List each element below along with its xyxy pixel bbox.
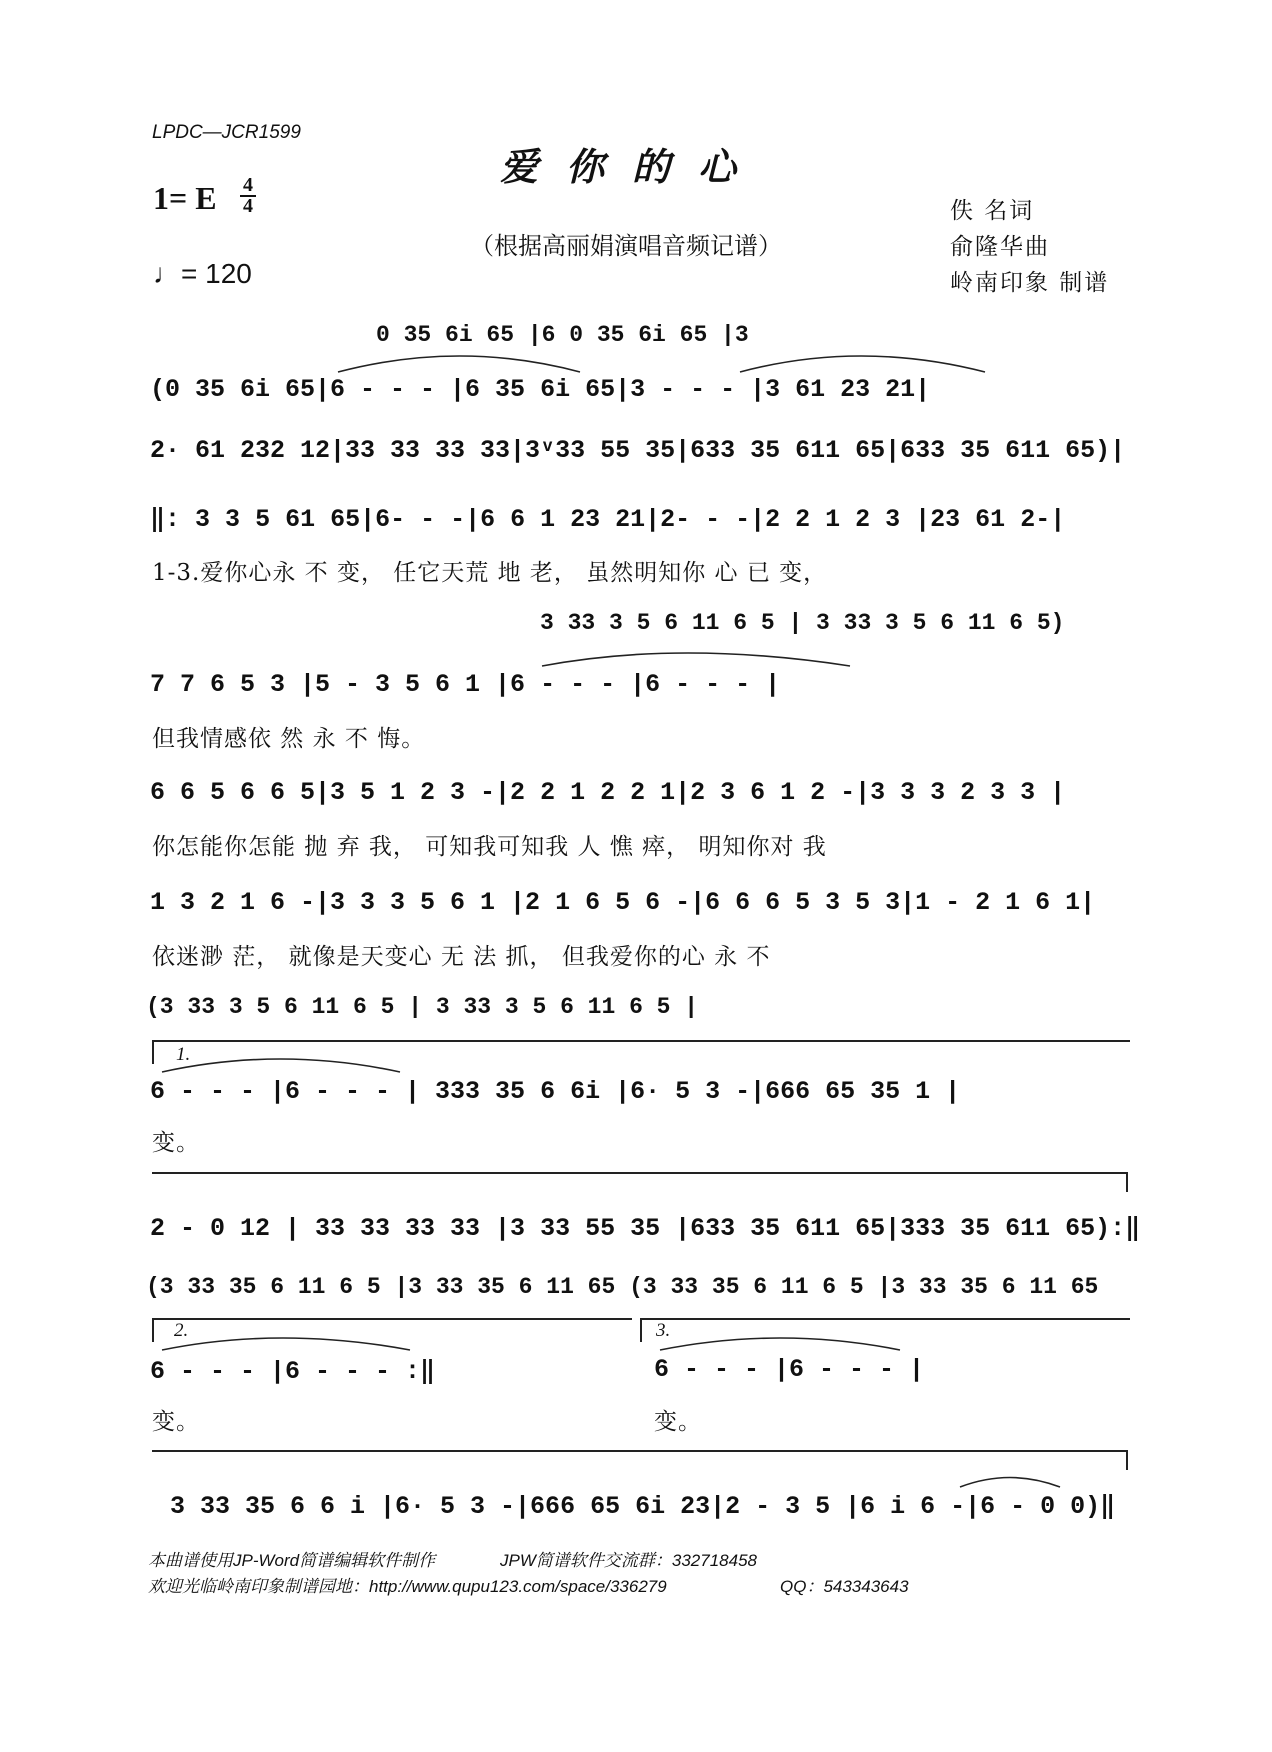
slur-7a [162, 1059, 400, 1072]
lyric-line-5: 你怎能你怎能 抛 弃 我， 可知我可知我 人 憔 瘁， 明知你对 我 [152, 834, 827, 860]
time-top: 4 [243, 174, 253, 196]
song-title: 爱你的心 [500, 144, 765, 189]
lyricist-credit: 佚 名词 [950, 198, 1035, 224]
lyric-line-3: 1-3.爱你心永 不 变， 任它天荒 地 老， 虽然明知你 心 已 变， [152, 560, 828, 586]
slur-10a [960, 1478, 1060, 1488]
notation-line-2: 2· 61 232 12|33 33 33 33|3ᵛ33 55 35|633 35 611 65|633 35 611 65)| [150, 436, 1126, 465]
lyric-line-7: 变。 [152, 1130, 200, 1156]
key-signature: 1= E [153, 180, 217, 216]
notation-line-4: 7 7 6 5 3 |5 - 3 5 6 1 |6 - - - |6 - - - | [150, 670, 781, 699]
lyric-line-9-right: 变。 [654, 1409, 702, 1435]
footer-group-note: JPW简谱软件交流群：332718458 [500, 1551, 757, 1570]
lyric-line-4: 但我情感依 然 永 不 悔。 [152, 726, 426, 752]
score-code: LPDC—JCR1599 [152, 122, 301, 143]
lyric-line-6: 依迷渺 茫， 就像是天变心 无 法 抓， 但我爱你的心 永 不 [152, 944, 771, 970]
volta-1-label: 1. [176, 1044, 191, 1065]
footer-software-note: 本曲谱使用JP-Word简谱编辑软件制作 [148, 1551, 436, 1570]
lyric-line-9-left: 变。 [152, 1409, 200, 1435]
footer-qq: QQ：543343643 [780, 1577, 909, 1596]
footer-website-link[interactable]: 欢迎光临岭南印象制谱园地：http://www.qupu123.com/space/336279 [148, 1577, 667, 1596]
subtitle: （根据高丽娟演唱音频记谱） [470, 232, 782, 260]
slur-9a [162, 1338, 410, 1350]
notation-line-3: ‖: 3 3 5 61 65|6- - -|6 6 1 23 21|2- - -|2 2 1 2 3 |23 61 2-| [150, 505, 1066, 534]
time-bottom: 4 [243, 195, 253, 217]
notation-line-9-right: 6 - - - |6 - - - | [654, 1355, 925, 1384]
volta-3-label: 3. [656, 1320, 671, 1341]
arranger-credit: 岭南印象 制谱 [950, 270, 1110, 296]
notation-line-5: 6 6 5 6 6 5|3 5 1 2 3 -|2 2 1 2 2 1|2 3 6 1 2 -|3 3 3 2 3 3 | [150, 778, 1066, 807]
slur-9b [660, 1338, 900, 1350]
notation-line-9-cue: (3 33 35 6 11 6 5 |3 33 35 6 11 65 (3 33 35 6 11 6 5 |3 33 35 6 11 65 [146, 1274, 1099, 1300]
slur-1a [338, 356, 580, 372]
notation-line-8: 2 - 0 12 | 33 33 33 33 |3 33 55 35 |633 35 611 65|333 35 611 65):‖ [150, 1214, 1141, 1243]
slur-4a [542, 653, 850, 666]
notation-line-1-cue: 0 35 6i 65 |6 0 35 6i 65 |3 [376, 322, 749, 348]
notation-line-6: 1 3 2 1 6 -|3 3 3 5 6 1 |2 1 6 5 6 -|6 6 6 5 3 5 3|1 - 2 1 6 1| [150, 888, 1096, 917]
notation-line-10: 3 33 35 6 6 i |6· 5 3 -|666 65 6i 23|2 - 3 5 |6 i 6 -|6 - 0 0)‖ [170, 1492, 1116, 1521]
notation-line-4-cue: 3 33 3 5 6 11 6 5 | 3 33 3 5 6 11 6 5) [540, 610, 1065, 636]
volta-2-label: 2. [174, 1320, 189, 1341]
notation-line-9-left: 6 - - - |6 - - - :‖ [150, 1357, 436, 1386]
slur-1b [740, 356, 985, 372]
notation-line-1: (0 35 6i 65|6 - - - |6 35 6i 65|3 - - - |3 61 23 21| [150, 375, 931, 404]
tempo-marking: ♩= 120 [153, 258, 252, 289]
composer-credit: 俞隆华曲 [950, 234, 1050, 260]
notation-line-7-cue: (3 33 3 5 6 11 6 5 | 3 33 3 5 6 11 6 5 | [146, 994, 699, 1020]
notation-line-7: 6 - - - |6 - - - | 333 35 6 6i |6· 5 3 -|666 65 35 1 | [150, 1077, 961, 1106]
